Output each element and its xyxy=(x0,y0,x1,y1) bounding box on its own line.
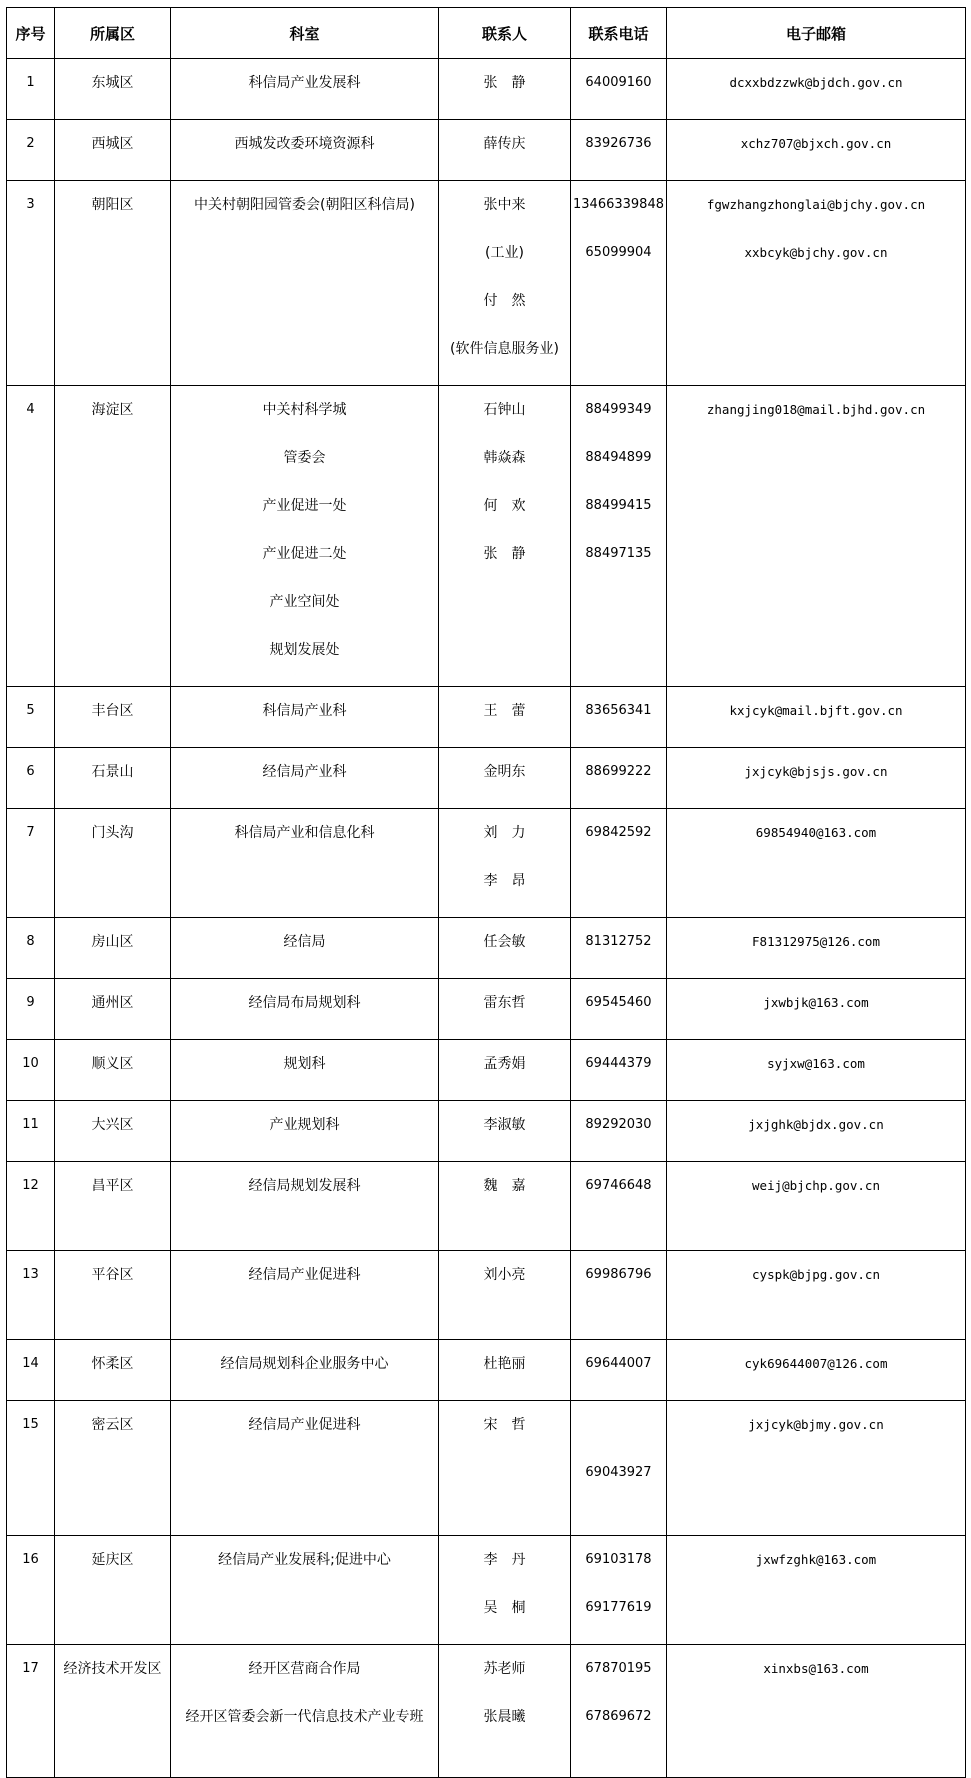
cell-department xyxy=(171,687,439,748)
cell-phone xyxy=(571,1101,667,1162)
cell-contact-text: 张晨曦 xyxy=(483,1709,526,1725)
cell-phone-text: 69043927 xyxy=(585,1465,652,1480)
cell-district-text: 昌平区 xyxy=(91,1178,134,1194)
cell-district xyxy=(55,181,171,386)
cell-index-text: 8 xyxy=(26,934,35,949)
cell-contact xyxy=(439,918,571,979)
cell-email xyxy=(667,120,966,181)
cell-index xyxy=(7,1645,55,1778)
cell-index-text: 6 xyxy=(26,764,35,779)
cell-district-text: 通州区 xyxy=(91,995,134,1011)
cell-phone-text: 69444379 xyxy=(585,1056,652,1071)
cell-district-text: 门头沟 xyxy=(91,825,134,841)
cell-index xyxy=(7,979,55,1040)
cell-index-text: 1 xyxy=(26,75,35,90)
cell-district-text: 延庆区 xyxy=(91,1552,134,1568)
cell-contact xyxy=(439,181,571,386)
cell-district xyxy=(55,918,171,979)
cell-email xyxy=(667,979,966,1040)
cell-phone xyxy=(571,918,667,979)
cell-index-text: 10 xyxy=(22,1056,39,1071)
cell-contact-text: 苏老师 xyxy=(483,1661,526,1677)
table-row xyxy=(7,809,966,918)
cell-email xyxy=(667,687,966,748)
cell-email-text: xchz707@bjxch.gov.cn xyxy=(740,136,892,151)
cell-phone-text: 88494899 xyxy=(585,450,652,465)
cell-email xyxy=(667,748,966,809)
cell-email xyxy=(667,918,966,979)
cell-department-text: 经开区营商合作局 xyxy=(248,1661,361,1677)
table-body xyxy=(7,59,966,1778)
contact-table xyxy=(6,7,966,1778)
cell-index xyxy=(7,1251,55,1340)
cell-index-text: 16 xyxy=(22,1552,39,1567)
cell-email-text: fgwzhangzhonglai@bjchy.gov.cn xyxy=(706,197,926,212)
cell-contact-text: 刘小亮 xyxy=(483,1267,526,1283)
cell-contact xyxy=(439,748,571,809)
cell-email-text: cyspk@bjpg.gov.cn xyxy=(752,1267,880,1282)
cell-email xyxy=(667,59,966,120)
cell-contact xyxy=(439,1401,571,1536)
cell-phone-text: 83926736 xyxy=(585,136,652,151)
cell-phone-text: 88499349 xyxy=(585,402,652,417)
table-row xyxy=(7,1536,966,1645)
cell-contact-text: 刘 力 xyxy=(483,825,526,841)
cell-email xyxy=(667,1536,966,1645)
cell-phone xyxy=(571,59,667,120)
cell-index-text: 14 xyxy=(22,1356,39,1371)
cell-contact-text: 宋 哲 xyxy=(483,1417,526,1433)
cell-phone-text: 69986796 xyxy=(585,1267,652,1282)
cell-department xyxy=(171,1101,439,1162)
cell-email-text: F81312975@126.com xyxy=(752,934,880,949)
cell-contact-text: (软件信息服务业) xyxy=(450,341,559,357)
cell-department xyxy=(171,120,439,181)
cell-index xyxy=(7,1040,55,1101)
header-district: 所属区 xyxy=(55,8,171,59)
cell-phone xyxy=(571,687,667,748)
cell-department-text: 科信局产业发展科 xyxy=(248,75,361,91)
cell-contact xyxy=(439,809,571,918)
cell-department-text: 科信局产业科 xyxy=(262,703,347,719)
cell-contact-text: 李 昂 xyxy=(483,873,526,889)
cell-department-text: 科信局产业和信息化科 xyxy=(234,825,375,841)
cell-phone xyxy=(571,181,667,386)
cell-district xyxy=(55,1536,171,1645)
cell-contact xyxy=(439,979,571,1040)
cell-email-text: kxjcyk@mail.bjft.gov.cn xyxy=(729,703,903,718)
cell-email xyxy=(667,181,966,386)
header-contact: 联系人 xyxy=(439,8,571,59)
cell-district-text: 怀柔区 xyxy=(91,1356,134,1372)
cell-index-text: 9 xyxy=(26,995,35,1010)
cell-department xyxy=(171,1040,439,1101)
cell-email xyxy=(667,1401,966,1536)
cell-contact-text: 杜艳丽 xyxy=(483,1356,526,1372)
header-row xyxy=(7,8,966,59)
cell-phone xyxy=(571,748,667,809)
cell-phone-text: 69545460 xyxy=(585,995,652,1010)
cell-email xyxy=(667,386,966,687)
cell-department-text: 经信局产业发展科;促进中心 xyxy=(218,1552,391,1568)
table-row xyxy=(7,120,966,181)
cell-department-text: 经信局产业促进科 xyxy=(248,1417,361,1433)
cell-department-text: 经信局规划科企业服务中心 xyxy=(220,1356,389,1372)
cell-department-text: 中关村朝阳园管委会(朝阳区科信局) xyxy=(194,197,415,213)
cell-index-text: 5 xyxy=(26,703,35,718)
cell-district xyxy=(55,59,171,120)
cell-index-text: 4 xyxy=(26,402,35,417)
cell-department xyxy=(171,59,439,120)
cell-email xyxy=(667,1162,966,1251)
cell-phone-text: 69842592 xyxy=(585,825,652,840)
cell-email-text: jxjcyk@bjmy.gov.cn xyxy=(748,1417,884,1432)
cell-contact xyxy=(439,1340,571,1401)
cell-contact xyxy=(439,1536,571,1645)
cell-district-text: 石景山 xyxy=(91,764,134,780)
cell-index xyxy=(7,59,55,120)
cell-district xyxy=(55,1101,171,1162)
cell-index xyxy=(7,748,55,809)
cell-index-text: 3 xyxy=(26,197,35,212)
cell-department xyxy=(171,1340,439,1401)
cell-contact-text: 金明东 xyxy=(483,764,526,780)
cell-contact-text: 李 丹 xyxy=(483,1552,526,1568)
cell-phone-text: 69177619 xyxy=(585,1600,652,1615)
cell-phone xyxy=(571,386,667,687)
cell-email-text: jxwfzghk@163.com xyxy=(755,1552,877,1567)
cell-department xyxy=(171,181,439,386)
cell-contact xyxy=(439,120,571,181)
cell-index-text: 15 xyxy=(22,1417,39,1432)
cell-district-text: 平谷区 xyxy=(91,1267,134,1283)
cell-index xyxy=(7,918,55,979)
cell-index-text: 11 xyxy=(22,1117,39,1132)
table-row xyxy=(7,1401,966,1536)
cell-index xyxy=(7,1340,55,1401)
cell-contact xyxy=(439,1645,571,1778)
cell-contact-text: 孟秀娟 xyxy=(483,1056,526,1072)
cell-department-text: 规划科 xyxy=(283,1056,326,1072)
cell-district xyxy=(55,1645,171,1778)
cell-phone-text xyxy=(571,1413,666,1461)
cell-phone-text: 83656341 xyxy=(585,703,652,718)
cell-phone-text: 67870195 xyxy=(585,1661,652,1676)
cell-index-text: 12 xyxy=(22,1178,39,1193)
cell-district-text: 密云区 xyxy=(91,1417,134,1433)
cell-phone-text: 88497135 xyxy=(585,546,652,561)
cell-phone xyxy=(571,809,667,918)
cell-district xyxy=(55,1040,171,1101)
cell-department-text: 规划发展处 xyxy=(269,642,340,658)
cell-department xyxy=(171,809,439,918)
cell-contact-text: 付 然 xyxy=(483,293,526,309)
header-department: 科室 xyxy=(171,8,439,59)
cell-contact-text: 任会敏 xyxy=(483,934,526,950)
cell-phone-text: 13466339848 xyxy=(573,197,664,212)
cell-department xyxy=(171,918,439,979)
cell-contact-text: 李淑敏 xyxy=(483,1117,526,1133)
cell-email-text: syjxw@163.com xyxy=(767,1056,865,1071)
cell-phone xyxy=(571,1251,667,1340)
cell-department-text: 经信局 xyxy=(283,934,326,950)
cell-phone-text: 69746648 xyxy=(585,1178,652,1193)
cell-index-text: 13 xyxy=(22,1267,39,1282)
cell-district-text: 经济技术开发区 xyxy=(63,1661,162,1677)
cell-district xyxy=(55,1251,171,1340)
cell-department-text: 产业规划科 xyxy=(269,1117,340,1133)
cell-district xyxy=(55,1162,171,1251)
cell-department xyxy=(171,1162,439,1251)
cell-email xyxy=(667,1101,966,1162)
cell-phone-text: 81312752 xyxy=(585,934,652,949)
cell-department-text: 经开区管委会新一代信息技术产业专班 xyxy=(185,1709,424,1725)
cell-index xyxy=(7,1401,55,1536)
cell-district-text: 房山区 xyxy=(91,934,134,950)
cell-phone xyxy=(571,120,667,181)
cell-contact-text: 石钟山 xyxy=(483,402,526,418)
cell-phone xyxy=(571,1340,667,1401)
header-index: 序号 xyxy=(7,8,55,59)
cell-contact xyxy=(439,1040,571,1101)
cell-index-text: 17 xyxy=(22,1661,39,1676)
cell-email-text: jxjghk@bjdx.gov.cn xyxy=(748,1117,884,1132)
cell-phone-text: 69644007 xyxy=(585,1356,652,1371)
cell-contact xyxy=(439,386,571,687)
cell-district xyxy=(55,386,171,687)
table-row xyxy=(7,1251,966,1340)
cell-district xyxy=(55,809,171,918)
cell-phone-text: 88499415 xyxy=(585,498,652,513)
cell-department xyxy=(171,1401,439,1536)
table-row xyxy=(7,1162,966,1251)
cell-district xyxy=(55,979,171,1040)
cell-district-text: 海淀区 xyxy=(91,402,134,418)
cell-contact-text: 韩焱森 xyxy=(483,450,526,466)
cell-department-text: 经信局产业科 xyxy=(262,764,347,780)
cell-phone xyxy=(571,1401,667,1536)
cell-phone xyxy=(571,979,667,1040)
cell-index xyxy=(7,181,55,386)
cell-department-text: 西城发改委环境资源科 xyxy=(234,136,375,152)
cell-contact-text: 张 静 xyxy=(483,75,526,91)
table-row xyxy=(7,687,966,748)
cell-email-text: jxjcyk@bjsjs.gov.cn xyxy=(744,764,888,779)
cell-district xyxy=(55,120,171,181)
cell-district-text: 丰台区 xyxy=(91,703,134,719)
cell-index xyxy=(7,1101,55,1162)
table-row xyxy=(7,386,966,687)
cell-index xyxy=(7,1536,55,1645)
cell-contact xyxy=(439,1251,571,1340)
cell-district-text: 朝阳区 xyxy=(91,197,134,213)
cell-contact-text: 雷东哲 xyxy=(483,995,526,1011)
cell-department-text: 产业空间处 xyxy=(269,594,340,610)
cell-district xyxy=(55,1401,171,1536)
cell-phone xyxy=(571,1536,667,1645)
cell-index xyxy=(7,687,55,748)
cell-department-text: 产业促进一处 xyxy=(262,498,347,514)
cell-contact-text: (工业) xyxy=(485,245,524,261)
table-row xyxy=(7,979,966,1040)
cell-phone xyxy=(571,1040,667,1101)
cell-index xyxy=(7,386,55,687)
cell-email xyxy=(667,1251,966,1340)
cell-contact xyxy=(439,1101,571,1162)
cell-email-text: xxbcyk@bjchy.gov.cn xyxy=(744,245,888,260)
cell-department xyxy=(171,1251,439,1340)
cell-contact xyxy=(439,687,571,748)
table-row xyxy=(7,918,966,979)
cell-contact-text: 吴 桐 xyxy=(483,1600,526,1616)
cell-phone-text: 89292030 xyxy=(585,1117,652,1132)
cell-email xyxy=(667,1040,966,1101)
cell-department-text: 经信局规划发展科 xyxy=(248,1178,361,1194)
cell-email-text: xinxbs@163.com xyxy=(763,1661,869,1676)
table-row xyxy=(7,1645,966,1778)
cell-department xyxy=(171,1645,439,1778)
cell-index xyxy=(7,120,55,181)
cell-contact-text: 薛传庆 xyxy=(483,136,526,152)
cell-phone-text: 69103178 xyxy=(585,1552,652,1567)
cell-email-text: 69854940@163.com xyxy=(755,825,877,840)
header-email: 电子邮箱 xyxy=(667,8,966,59)
cell-phone-text: 64009160 xyxy=(585,75,652,90)
cell-department-text: 产业促进二处 xyxy=(262,546,347,562)
cell-contact-text: 张中来 xyxy=(483,197,526,213)
cell-contact xyxy=(439,1162,571,1251)
cell-district xyxy=(55,687,171,748)
cell-phone-text: 88699222 xyxy=(585,764,652,779)
cell-index-text: 7 xyxy=(26,825,35,840)
cell-phone-text: 65099904 xyxy=(585,245,652,260)
cell-index-text: 2 xyxy=(26,136,35,151)
cell-email xyxy=(667,1645,966,1778)
table-row xyxy=(7,1101,966,1162)
cell-email-text: weij@bjchp.gov.cn xyxy=(752,1178,880,1193)
cell-email-text: dcxxbdzzwk@bjdch.gov.cn xyxy=(729,75,903,90)
cell-department xyxy=(171,386,439,687)
cell-contact xyxy=(439,59,571,120)
cell-district xyxy=(55,748,171,809)
cell-email-text: cyk69644007@126.com xyxy=(744,1356,888,1371)
cell-index xyxy=(7,1162,55,1251)
cell-phone xyxy=(571,1162,667,1251)
cell-email-text: zhangjing018@mail.bjhd.gov.cn xyxy=(706,402,926,417)
header-phone: 联系电话 xyxy=(571,8,667,59)
cell-email-text: jxwbjk@163.com xyxy=(763,995,869,1010)
cell-index xyxy=(7,809,55,918)
cell-email xyxy=(667,809,966,918)
cell-department-text: 中关村科学城 xyxy=(262,402,347,418)
cell-contact-text: 张 静 xyxy=(483,546,526,562)
table-row xyxy=(7,1040,966,1101)
cell-department xyxy=(171,748,439,809)
cell-contact-text: 魏 嘉 xyxy=(483,1178,526,1194)
table-row xyxy=(7,59,966,120)
cell-department xyxy=(171,1536,439,1645)
cell-district-text: 大兴区 xyxy=(91,1117,134,1133)
cell-email xyxy=(667,1340,966,1401)
cell-department xyxy=(171,979,439,1040)
cell-department-text: 经信局布局规划科 xyxy=(248,995,361,1011)
cell-department-text: 管委会 xyxy=(283,450,326,466)
cell-contact-text: 王 蕾 xyxy=(483,703,526,719)
table-row xyxy=(7,181,966,386)
cell-district-text: 顺义区 xyxy=(91,1056,134,1072)
table-row xyxy=(7,748,966,809)
cell-phone-text: 67869672 xyxy=(585,1709,652,1724)
table-row xyxy=(7,1340,966,1401)
cell-district xyxy=(55,1340,171,1401)
cell-department-text: 经信局产业促进科 xyxy=(248,1267,361,1283)
cell-contact-text: 何 欢 xyxy=(483,498,526,514)
cell-district-text: 东城区 xyxy=(91,75,134,91)
cell-district-text: 西城区 xyxy=(91,136,134,152)
cell-phone xyxy=(571,1645,667,1778)
